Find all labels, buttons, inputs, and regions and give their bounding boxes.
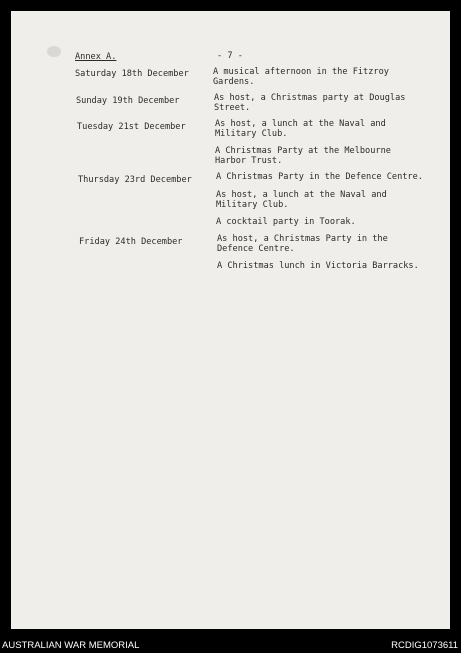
footer-source-label: AUSTRALIAN WAR MEMORIAL [2, 640, 140, 651]
footer-item-id: RCDIG1073611 [391, 640, 458, 651]
schedule-event: As host, a lunch at the Naval and Military Club. [215, 119, 386, 139]
schedule-date: Tuesday 21st December [77, 122, 186, 132]
schedule-event: A musical afternoon in the Fitzroy Gardens. [213, 67, 389, 87]
annex-label: Annex A. [75, 52, 117, 62]
schedule-date: Sunday 19th December [76, 96, 180, 106]
schedule-event: A Christmas Party in the Defence Centre. [216, 172, 423, 182]
schedule-event: As host, a Christmas party at Douglas Street. [214, 93, 406, 113]
schedule-event: A Christmas lunch in Victoria Barracks. [217, 261, 419, 271]
schedule-date: Friday 24th December [79, 237, 183, 247]
schedule-event: As host, a Christmas Party in the Defence Centre. [217, 234, 388, 254]
schedule-event: A cocktail party in Toorak. [216, 217, 356, 227]
schedule-date: Saturday 18th December [75, 69, 189, 79]
page-number: - 7 - [217, 51, 243, 61]
schedule-date: Thursday 23rd December [78, 175, 192, 185]
schedule-event: As host, a lunch at the Naval and Military Club. [216, 190, 387, 210]
punch-hole-mark [47, 46, 61, 57]
schedule-event: A Christmas Party at the Melbourne Harbor Trust. [215, 146, 391, 166]
